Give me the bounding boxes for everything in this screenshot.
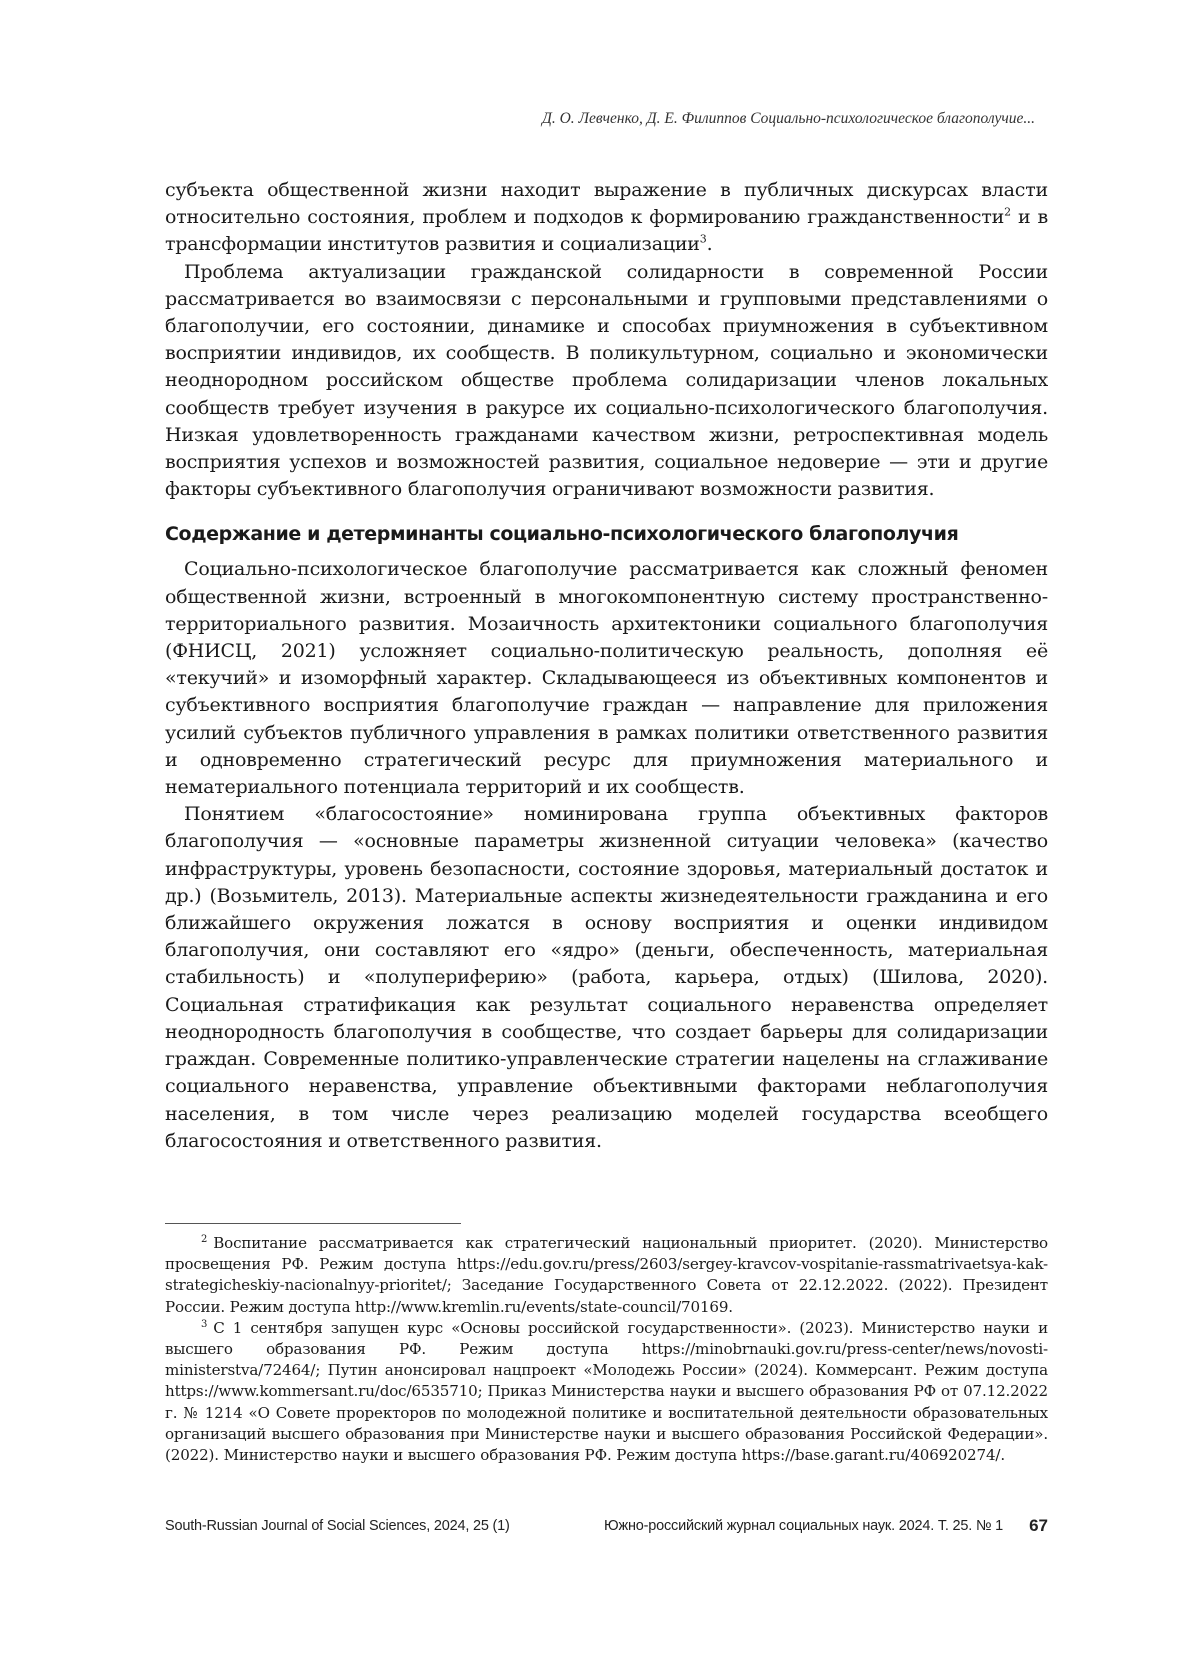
footnote-ref[interactable]: 2 [1004,205,1011,219]
section-heading: Содержание и детерминанты социально-психологического благополучия [165,523,959,546]
footnote-ref[interactable]: 3 [699,233,707,247]
footnote-text: С 1 сентября запущен курс «Основы российской государственности». (2023). Министерство науки и высшего образования РФ. Режим доступа https://minobrnauki.gov.ru/press-center/news/novosti-ministerstva/72464/; Путин анонсировал нацпроект «Молодежь России» (2024). Коммерсант. Режим доступа https://www.kommersant.ru/doc/6535710; Приказ Министерства науки и высшего образования РФ от 07.12.2022 г. № 1214 «О Совете проректоров по молодежной политике и воспитательной деятельности образовательных организаций высшего образования при Министерстве науки и высшего образования Российской Федерации». (2022). Министерство науки и высшего образования РФ. Режим доступа https://base.garant.ru/406920274/. [165,1318,1048,1465]
article-body [165,177,1048,1155]
footnote-divider [165,1223,461,1224]
paragraph: Понятием «благосостояние» номинирована группа объективных факторов благополучия — «основные параметры жизненной ситуации человека» (качество инфраструктуры, уровень безопасности, состояние здоровья, материальный достаток и др.) (Возьмитель, 2013). Материальные аспекты жизнедеятельности гражданина и его ближайшего окружения ложатся в основу восприятия и оценки индивидом благополучия, они составляют его «ядро» (деньги, обеспеченность, материальная стабильность) и «полупериферию» (работа, карьера, отдых) (Шилова, 2020). Социальная стратификация как результат социального неравенства определяет неоднородность благополучия в сообществе, что создает барьеры для солидаризации граждан. Современные политико-управленческие стратегии нацелены на сглаживание социального неравенства, управление объективными факторами неблагополучия населения, в том числе через реализацию моделей государства всеобщего благосостояния и ответственного развития. [165,803,1048,1152]
paragraph-text: субъекта общественной жизни находит выражение в публичных дискурсах власти относительно состояния, проблем и подходов к формированию гражданственности [165,179,1048,229]
footnote-text: Воспитание рассматривается как стратегический национальный приоритет. (2020). Министерство просвещения РФ. Режим доступа https://edu.gov.ru/press/2603/sergey-kravcov-vospitanie-rassmatrivaetsya-kak-strategicheskiy-nacionalnyy-prioritet/; Заседание Государственного Совета от 22.12.2022. (2022). Президент России. Режим доступа http://www.kremlin.ru/events/state-council/70169. [165,1234,1048,1316]
paragraph: Проблема актуализации гражданской солидарности в современной России рассматривается во взаимосвязи с персональными и групповыми представлениями о благополучии, его состоянии, динамике и способах приумножения в субъективном восприятии индивидов, их сообществ. В поликультурном, социально и экономически неоднородном российском обществе проблема солидаризации членов локальных сообществ требует изучения в ракурсе их социально-психологического благополучия. Низкая удовлетворенность гражданами качеством жизни, ретроспективная модель восприятия успехов и возможностей развития, социальное недоверие — эти и другие факторы субъективного благополучия ограничивают возможности развития. [165,260,1048,501]
footnote-mark: 3 [201,1318,208,1330]
paragraph [165,177,1048,259]
paragraph-text: . [706,233,713,256]
footnotes [165,1233,1048,1466]
paragraph-text: и в трансформации институтов развития и социализации [165,206,1048,256]
paragraph: Социально-психологическое благополучие рассматривается как сложный феномен общественной жизни, встроенный в многокомпонентную систему пространственно-территориального развития. Мозаичность архитектоники социального благополучия (ФНИСЦ, 2021) усложняет социально-политическую реальность, дополняя её «текучий» и изоморфный характер. Складывающееся из объективных компонентов и субъективного восприятия благополучие граждан — направление для приложения усилий субъектов публичного управления в рамках политики ответственного развития и одновременно стратегический ресурс для приумножения материального и нематериального потенциала территорий и их сообществ. [165,558,1048,799]
page-number: 67 [1029,1516,1048,1535]
running-header: Д. О. Левченко, Д. Е. Филиппов Социально-психологическое благополучие... [542,110,1035,127]
journal-name-ru: Южно-российский журнал социальных наук. 2024. Т. 25. № 1 [604,1518,1003,1534]
journal-name-en: South-Russian Journal of Social Sciences, 2024, 25 (1) [165,1518,510,1534]
footnote [165,1318,1048,1466]
footnote [165,1233,1048,1318]
footnote-mark: 2 [201,1233,208,1245]
